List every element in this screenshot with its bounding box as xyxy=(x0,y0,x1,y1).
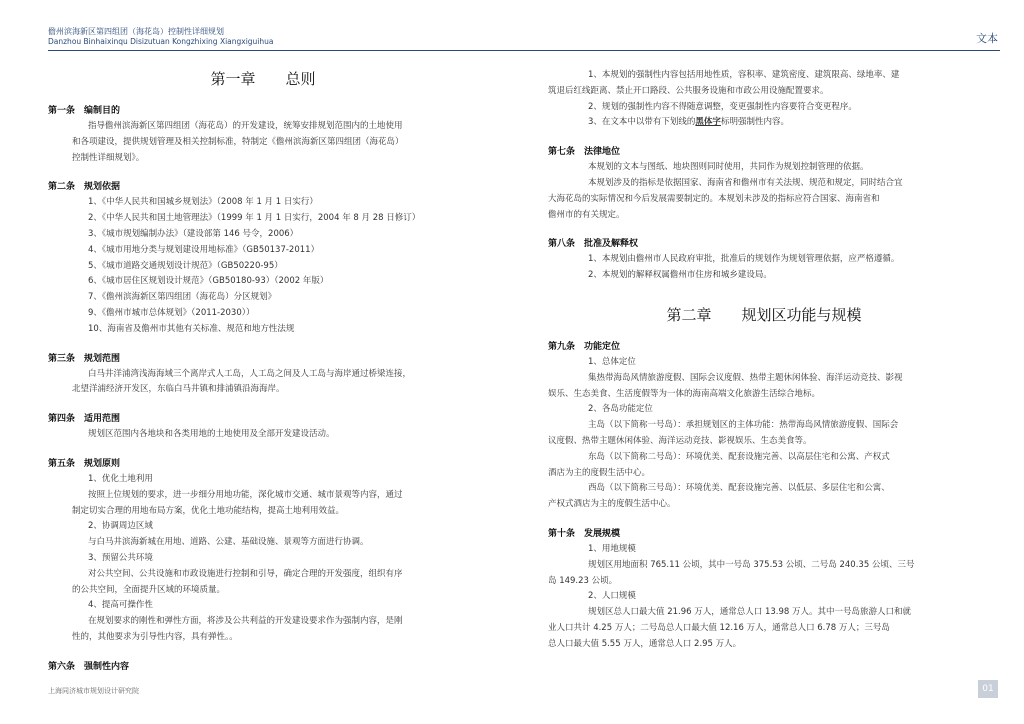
text-line: 按照上位规划的要求，进一步细分用地功能，深化城市交通、城市景观等内容，通过 xyxy=(88,489,403,500)
text-line: 业人口共计 4.25 万人；二号岛总人口最大值 12.16 万人，通常总人口 6.78 万人；三号岛 xyxy=(548,622,890,633)
text-line: 指导儋州滨海新区第四组团（海花岛）的开发建设，统筹安排规划范围内的土地使用 xyxy=(88,121,403,131)
page-number: 01 xyxy=(978,680,998,698)
chapter-2-heading: 第二章 规划区功能与规模 xyxy=(666,305,862,324)
article-title: 第五条 规划原则 xyxy=(48,458,121,469)
header-divider xyxy=(48,50,1000,51)
text-line: 2、本规划的解释权属儋州市住房和城乡建设局。 xyxy=(588,270,772,281)
text-fragment: 标明强制性内容。 xyxy=(720,117,789,128)
text-line: 儋州市的有关规定。 xyxy=(548,209,625,220)
text-line: 规划区总人口最大值 21.96 万人，通常总人口 13.98 万人。其中一号岛旅游人口和就 xyxy=(588,607,911,618)
section-label: 文本 xyxy=(976,32,998,45)
article-9 xyxy=(548,340,980,513)
text-line: 3、预留公共环境 xyxy=(88,552,153,563)
text-line: 本规划涉及的指标是依据国家、海南省和儋州市有关法规、规范和规定，同时结合宜 xyxy=(588,177,903,188)
text-line: 1、总体定位 xyxy=(588,356,636,367)
text-line: 1、优化土地利用 xyxy=(88,473,153,484)
article-title: 第八条 批准及解释权 xyxy=(548,239,639,250)
footer-organization: 上海同济城市规划设计研究院 xyxy=(48,687,139,695)
list-item: 10、海南省及儋州市其他有关标准、规范和地方性法规 xyxy=(88,323,295,334)
text-line: 总人口最大值 5.55 万人，通常总人口 2.95 万人。 xyxy=(548,638,742,649)
text-line: 大海花岛的实际情况和今后发展需要制定的。本规划未涉及的指标应符合国家、海南省和 xyxy=(548,193,880,204)
text-line: 本规划的文本与图纸、地块图则同时使用，共同作为规划控制管理的依据。 xyxy=(588,162,869,173)
list-item: 2、《中华人民共和国土地管理法》（1999 年 1 月 1 日实行，2004 年 8 月 28 日修订） xyxy=(88,213,421,224)
document-title-english: Danzhou Binhaixinqu Disizutuan Kongzhixing Xiangxiguihua xyxy=(48,37,274,46)
article-7 xyxy=(548,145,980,223)
text-line: 规划区范围内各地块和各类用地的土地使用及全部开发建设活动。 xyxy=(88,429,335,440)
text-line: 酒店为主的度假生活中心。 xyxy=(548,467,651,478)
text-line: 与白马井滨海新城在用地、道路、公建、基础设施、景观等方面进行协调。 xyxy=(88,537,369,548)
text-line: 岛 149.23 公顷。 xyxy=(548,575,618,586)
article-6-continued xyxy=(548,68,980,131)
article-title: 第一条 编制目的 xyxy=(48,106,121,116)
text-line: 主岛（以下简称一号岛）：承担规划区的主体功能：热带海岛风情旅游度假、国际会 xyxy=(588,420,899,431)
article-title: 第四条 适用范围 xyxy=(48,414,121,425)
text-line: 1、用地规模 xyxy=(588,543,636,554)
text-line: 规划区用地面积 765.11 公顷，其中一号岛 375.53 公顷、二号岛 240.35 公顷、三号 xyxy=(588,559,915,570)
article-title: 第二条 规划依据 xyxy=(48,182,121,193)
list-item: 7、《儋州滨海新区第四组团（海花岛）分区规划》 xyxy=(88,292,277,303)
text-line: 控制性详细规划》。 xyxy=(72,152,145,163)
emphasis-sample: 黑体字 xyxy=(695,117,721,128)
list-item: 6、《城市居住区规划设计规范》（GB50180-93）（2002 年版） xyxy=(88,276,329,287)
document-title: 儋州滨海新区第四组团（海花岛）控制性详细规划 xyxy=(48,27,224,36)
text-line: 议度假、热带主题休闲体验、海洋运动竞技、影视娱乐、生态美食等。 xyxy=(548,435,812,446)
text-line: 1、本规划由儋州市人民政府审批，批准后的规划作为规划管理依据，应严格遵循。 xyxy=(588,254,900,265)
list-item: 1、《中华人民共和国城乡规划法》（2008 年 1 月 1 日实行） xyxy=(88,197,318,208)
text-line: 在规划要求的刚性和弹性方面，将涉及公共利益的开发建设要求作为强制内容，是刚 xyxy=(88,616,403,627)
article-2 xyxy=(48,180,478,337)
article-title: 第十条 发展规模 xyxy=(548,528,621,539)
text-line: 2、规划的强制性内容不得随意调整，变更强制性内容要符合变更程序。 xyxy=(588,101,857,112)
article-6 xyxy=(48,660,478,675)
text-line: 的公共空间，全面提升区域的环境质量。 xyxy=(72,584,226,595)
article-title: 第九条 功能定位 xyxy=(548,341,621,352)
chapter-1-heading: 第一章 总则 xyxy=(210,70,316,88)
right-column xyxy=(548,68,980,653)
text-line: 2、人口规模 xyxy=(588,591,636,602)
text-line xyxy=(548,115,980,131)
left-column xyxy=(48,58,478,675)
list-item: 9、《儋州市城市总体规划》（2011-2030）） xyxy=(88,307,255,318)
article-10 xyxy=(548,527,980,653)
text-line: 1、本规划的强制性内容包括用地性质，容积率、建筑密度、建筑限高、绿地率、建 xyxy=(588,70,900,80)
article-title: 第六条 强制性内容 xyxy=(48,661,130,672)
article-title: 第三条 规划范围 xyxy=(48,353,121,364)
article-3 xyxy=(48,352,478,399)
text-line: 西岛（以下简称三号岛）：环境优美、配套设施完善、以低层、多层住宅和公寓、 xyxy=(588,483,890,494)
text-line: 4、提高可操作性 xyxy=(88,600,153,611)
article-title: 第七条 法律地位 xyxy=(548,147,621,158)
article-1 xyxy=(48,104,478,166)
article-8 xyxy=(548,237,980,284)
text-line: 和各项建设，提供规划管理及相关控制标准，特制定《儋州滨海新区第四组团（海花岛） xyxy=(72,136,404,147)
list-item: 5、《城市道路交通规划设计规范》（GB50220-95） xyxy=(88,260,283,271)
list-item: 3、《城市规划编制办法》（建设部第 146 号令，2006） xyxy=(88,228,299,239)
text-line: 制定切实合理的用地布局方案，优化土地功能结构，提高土地利用效益。 xyxy=(72,505,345,516)
text-line: 娱乐、生态美食、生活度假等为一体的海南高端文化旅游生活综合地标。 xyxy=(548,388,821,399)
text-line: 2、协调周边区域 xyxy=(88,521,153,532)
text-line: 2、各岛功能定位 xyxy=(588,404,653,415)
text-line: 性的，其他要求为引导性内容，具有弹性。。 xyxy=(72,631,238,642)
text-line: 白马井洋浦湾浅海海域三个离岸式人工岛，人工岛之间及人工岛与海岸通过桥梁连接， xyxy=(88,368,412,379)
text-line: 产权式酒店为主的度假生活中心。 xyxy=(548,499,676,510)
list-item: 4、《城市用地分类与规划建设用地标准》（GB50137-2011） xyxy=(88,244,320,255)
text-line: 对公共空间、公共设施和市政设施进行控制和引导，确定合理的开发强度，组织有序 xyxy=(88,568,403,579)
text-line: 东岛（以下简称二号岛）：环境优美、配套设施完善、以高层住宅和公寓、产权式 xyxy=(588,451,890,462)
article-5 xyxy=(48,457,478,646)
text-fragment: 3、在文本中以带有下划线的 xyxy=(588,117,696,128)
text-line: 集热带海岛风情旅游度假、国际会议度假、热带主题休闲体验、海洋运动竞技、影视 xyxy=(588,372,903,383)
article-4 xyxy=(48,412,478,443)
text-line: 北望洋浦经济开发区，东临白马井镇和排浦镇沿海海岸。 xyxy=(72,384,285,395)
text-line: 筑退后红线距离、禁止开口路段、公共服务设施和市政公用设施配置要求。 xyxy=(548,85,829,96)
